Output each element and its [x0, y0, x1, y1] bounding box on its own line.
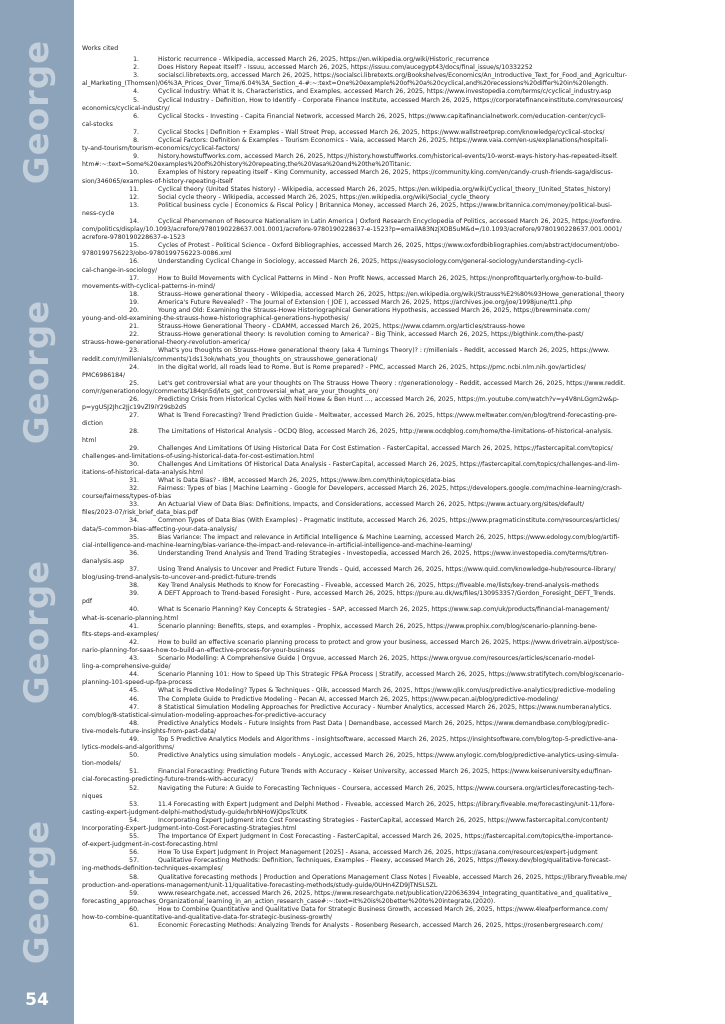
reference-continuation: casting-expert-judgment-delphi-method/study-guide/hrbNHoWjOpsTcUtK	[82, 808, 308, 816]
reference-text: The Importance Of Expert Judgment In Cost Forecasting - FasterCapital, accessed March 26, 2025, https://fastercapital.com/topics/the-importance-	[158, 833, 614, 841]
reference-continuation: 9780199756223/obo-9780199756223-0086.xml	[82, 250, 232, 258]
reference-text: In the digital world, all roads lead to Rome. But is Rome prepared? - PMC, accessed March 26, 2025, https://pmc.ncbi.nlm.nih.gov/articles/	[158, 363, 586, 371]
reference-number: 55.	[129, 833, 139, 841]
reference-number: 43.	[129, 655, 139, 663]
reference-item	[82, 56, 714, 64]
reference-number: 51.	[129, 768, 139, 776]
reference-number: 14.	[129, 217, 139, 225]
reference-continuation: data/5-common-bias-affecting-your-data-analysis/	[82, 525, 237, 533]
reference-number: 37.	[129, 566, 139, 573]
reference-text: What's you thoughts on Strauss-Howe generational theory (aka 4 Turnings Theory)? : r/millenials - Reddit, accessed March 26, 2025, https://www.	[158, 347, 610, 355]
sidebar-watermark: George	[17, 299, 57, 445]
reference-number: 28.	[129, 428, 139, 436]
reference-item	[82, 396, 714, 412]
reference-number: 49.	[129, 735, 139, 743]
reference-item	[82, 785, 714, 801]
reference-item	[82, 331, 714, 347]
reference-text: Bias Variance: The impact and relevance in Artificial Intelligence & Machine Learning, accessed March 26, 2025, https://www.edology.com/blog/artifi-	[158, 533, 620, 541]
reference-text: Cyclical Phenomenon of Resource Nationalism in Latin America | Oxford Research Encyclopedia of Politics, accessed March 26, 2025, https://oxfordre.	[158, 217, 623, 225]
reference-number: 16.	[129, 258, 139, 266]
reference-text: Strauss-Howe Generational Theory - CDAMM, accessed March 26, 2025, https://www.cdamm.org/articles/strauss-howe	[158, 323, 525, 331]
reference-text: Scenario planning: Benefits, steps, and examples - Prophix, accessed March 26, 2025, https://www.prophix.com/blog/scenario-planning-bene-	[158, 622, 598, 630]
reference-item	[82, 671, 714, 687]
reference-continuation: challenges-and-limitations-of-using-historical-data-for-cost-estimation.html	[82, 452, 314, 460]
reference-text: The Limitations of Historical Analysis - OCDQ Blog, accessed March 26, 2025, http://www.ocdqblog.com/home/the-limitations-of-historical-analysis.	[158, 428, 613, 436]
reference-continuation: what-is-scenario-planning.html	[82, 614, 179, 622]
reference-number: 25.	[129, 379, 139, 387]
reference-item	[82, 696, 714, 704]
reference-number: 56.	[129, 849, 139, 857]
reference-item	[82, 129, 714, 137]
reference-number: 10.	[129, 169, 139, 177]
reference-item	[82, 768, 714, 784]
reference-text: Strauss-Howe generational theory: Is revolution coming to America? - Big Think, accessed March 26, 2025, https://bigthink.com/the-past/	[158, 331, 584, 339]
reference-continuation: economics/cyclical-industry/	[82, 104, 170, 112]
reference-number: 45.	[129, 687, 139, 695]
reference-item	[82, 534, 714, 550]
reference-text: Top 5 Predictive Analytics Models and Algorithms - insightsoftware, accessed March 26, 2025, https://insightsoftware.com/blog/top-5-predictive-ana-	[158, 735, 618, 743]
reference-text: 8 Statistical Simulation Modeling Approaches for Predictive Accuracy - Number Analytics, accessed March 26, 2025, https://www.numberanalytics.	[158, 703, 612, 711]
reference-text: Qualitative forecasting methods | Production and Operations Management Class Notes | Fiveable, accessed March 26, 2025, https://library.fiveable.me/	[158, 873, 627, 881]
reference-number: 48.	[129, 719, 139, 727]
reference-continuation: cal-change-in-sociology/	[82, 266, 158, 274]
reference-item	[82, 186, 714, 194]
reference-text: Navigating the Future: A Guide to Forecasting Techniques - Coursera, accessed March 26, 2025, https://www.coursera.org/articles/forecasting-tech-	[158, 784, 615, 792]
reference-item	[82, 890, 714, 906]
reference-text: What is Data Bias? - IBM, accessed March 26, 2025, https://www.ibm.com/think/topics/data-bias	[158, 476, 456, 484]
reference-text: Predictive Analytics Models - Future Insights from Past Data | Demandbase, accessed March 26, 2025, https://www.demandbase.com/blog/predic-	[158, 719, 610, 727]
reference-item	[82, 307, 714, 323]
reference-item	[82, 857, 714, 873]
reference-continuation: strauss-howe-generational-theory-revolution-america/	[82, 339, 250, 347]
reference-text: Does History Repeat Itself? - Issuu, accessed March 26, 2025, https://issuu.com/aucegypt43/docs/final_issue/s/10332252	[158, 64, 533, 72]
reference-text: Common Types of Data Bias (With Examples) - Pragmatic Institute, accessed March 26, 2025, https://www.pragmaticinstitute.com/resources/articles/	[158, 517, 620, 525]
reference-text: Cyclical Industry: What It Is, Characteristics, and Examples, accessed March 26, 2025, https://www.investopedia.com/terms/c/cyclical_industry.asp	[158, 88, 612, 96]
reference-item	[82, 623, 714, 639]
reference-item	[82, 445, 714, 461]
reference-text: Cyclical theory (United States history) - Wikipedia, accessed March 26, 2025, https://en.wikipedia.org/wiki/Cyclical_theory_(United_States_history)	[158, 185, 611, 193]
reference-item	[82, 461, 714, 477]
reference-text: Challenges And Limitations Of Historical Data Analysis - FasterCapital, accessed March 26, 2025, https://fastercapital.com/topics/challenges-and-lim-	[158, 460, 620, 468]
reference-item	[82, 323, 714, 331]
reference-number: 40.	[129, 606, 139, 614]
page-number: 54	[25, 990, 49, 1010]
reference-number: 13.	[129, 201, 139, 209]
reference-item	[82, 752, 714, 768]
reference-continuation: com/blog/8-statistical-simulation-modeling-approaches-for-predictive-accuracy	[82, 711, 327, 719]
reference-text: Scenario Modelling: A Comprehensive Guide | Orgvue, accessed March 26, 2025, https://www.orgvue.com/resources/articles/scenario-model-	[158, 655, 596, 663]
reference-number: 19.	[129, 298, 139, 306]
reference-text: What Is Scenario Planning? Key Concepts & Strategies - SAP, accessed March 26, 2025, https://www.sap.com/uk/products/financial-management/	[158, 606, 609, 614]
reference-text: Scenario Planning 101: How to Speed Up This Strategic FP&A Process | Stratify, accessed March 26, 2025, https://www.stratifytech.com/blog/scenario-	[158, 671, 624, 679]
reference-item	[82, 194, 714, 202]
reference-continuation: ty-and-tourism/tourism-economics/cyclical-factors/	[82, 145, 240, 153]
reference-number: 7.	[133, 128, 139, 136]
reference-number: 32.	[129, 485, 139, 493]
reference-item	[82, 720, 714, 736]
reference-text: How to build an effective scenario planning process to protect and grow your business, accessed March 26, 2025, https://www.drivetrain.ai/post/sce-	[158, 638, 620, 646]
reference-item	[82, 242, 714, 258]
reference-number: 15.	[129, 242, 139, 250]
reference-number: 47.	[129, 703, 139, 711]
reference-item	[82, 347, 714, 363]
reference-continuation: ness-cycle	[82, 209, 115, 217]
reference-item	[82, 72, 714, 88]
reference-continuation: Incorporating-Expert-Judgment-into-Cost-Forecasting-Strategies.html	[82, 825, 297, 832]
reference-text: How to Build Movements with Cyclical Patterns in Mind - Non Profit News, accessed March 26, 2025, https://nonprofitquarterly.org/how-to-build-	[158, 274, 603, 282]
reference-text: www.researchgate.net, accessed March 26, 2025, https://www.researchgate.net/publication/220636394_Integrating_quantitative_and_qualitative_	[158, 889, 612, 897]
reference-text: Predictive Analytics using simulation models - AnyLogic, accessed March 26, 2025, https://www.anylogic.com/blog/predictive-analytics-using-simula-	[158, 752, 619, 760]
reference-number: 23.	[129, 347, 139, 355]
reference-number: 36.	[129, 549, 139, 557]
works-cited-section	[82, 45, 714, 930]
reference-continuation: files/2023-07/risk_brief_data_bias.pdf	[82, 509, 198, 517]
reference-item	[82, 477, 714, 485]
reference-item	[82, 655, 714, 671]
reference-item	[82, 639, 714, 655]
reference-continuation: com/r/generationology/comments/184qn5d/lets_get_controversial_what_are_your_thoughts_on/	[82, 387, 379, 395]
reference-text: An Actuarial View of Data Bias: Definitions, Impacts, and Considerations, accessed March 26, 2025, https://www.actuary.org/sites/default/	[158, 501, 585, 509]
reference-number: 58.	[129, 873, 139, 881]
reference-text: Let's get controversial what are your thoughts on The Strauss Howe Theory : r/generationology - Reddit, accessed March 26, 2025, https://www.reddit.	[158, 379, 626, 387]
reference-list	[82, 56, 714, 930]
reference-number: 5.	[133, 96, 139, 104]
reference-continuation: ling-a-comprehensive-guide/	[82, 663, 171, 671]
reference-item	[82, 849, 714, 857]
reference-text: Examples of history repeating itself - King Community, accessed March 26, 2025, https://community.king.com/en/candy-crush-friends-saga/discus-	[158, 169, 613, 177]
reference-item	[82, 275, 714, 291]
reference-number: 31.	[129, 476, 139, 484]
reference-item	[82, 582, 714, 590]
reference-number: 3.	[133, 72, 139, 80]
reference-number: 18.	[129, 290, 139, 298]
reference-item	[82, 258, 714, 274]
reference-number: 6.	[133, 112, 139, 120]
reference-item	[82, 364, 714, 380]
reference-number: 54.	[129, 816, 139, 824]
reference-number: 57.	[129, 857, 139, 865]
reference-number: 53.	[129, 800, 139, 808]
reference-continuation: sion/346065/examples-of-history-repeating-itself	[82, 177, 233, 185]
reference-number: 35.	[129, 533, 139, 541]
reference-text: Cyclical Stocks | Definition + Examples - Wall Street Prep, accessed March 26, 2025, https://www.wallstreetprep.com/knowledge/cyclical-stocks/	[158, 128, 605, 136]
reference-item	[82, 874, 714, 890]
reference-text: Historic recurrence - Wikipedia, accessed March 26, 2025, https://en.wikipedia.org/wiki/Historic_recurrence	[158, 56, 490, 64]
reference-number: 42.	[129, 638, 139, 646]
reference-continuation: nario-planning-for-saas-how-to-build-an-effective-process-for-your-business	[82, 646, 315, 654]
reference-item	[82, 687, 714, 695]
reference-text: Using Trend Analysis to Uncover and Predict Future Trends - Quid, accessed March 26, 2025, https://www.quid.com/knowledge-hub/resource-library/	[158, 566, 616, 573]
reference-continuation: ing-methods-definition-techniques-examples/	[82, 865, 223, 873]
reference-continuation: of-expert-judgment-in-cost-forecasting.html	[82, 841, 218, 849]
reference-text: Incorporating Expert Judgment into Cost Forecasting Strategies - FasterCapital, accessed March 26, 2025, https://www.fastercapital.com/content/	[158, 816, 609, 824]
reference-number: 12.	[129, 193, 139, 201]
reference-text: history.howstuffworks.com, accessed March 26, 2025, https://history.howstuffworks.com/historical-events/10-worst-ways-history-has-repeated-itself.	[158, 153, 618, 161]
reference-item	[82, 428, 714, 444]
reference-number: 1.	[133, 56, 139, 64]
reference-continuation: niques	[82, 792, 103, 800]
reference-number: 9.	[133, 153, 139, 161]
reference-item	[82, 704, 714, 720]
reference-item	[82, 64, 714, 72]
reference-continuation: diction	[82, 420, 103, 428]
reference-text: How to Combine Quantitative and Qualitative Data for Strategic Business Growth, accessed March 26, 2025, https://www.4leafperformance.com/	[158, 905, 608, 913]
reference-number: 33.	[129, 501, 139, 509]
reference-text: Cyclical Industry - Definition, How to Identify - Corporate Finance Institute, accessed March 26, 2025, https://corporatefinanceinstitute.com/resources/	[158, 96, 624, 104]
reference-item	[82, 590, 714, 606]
reference-item	[82, 202, 714, 218]
reference-item	[82, 137, 714, 153]
reference-continuation: PMC6986184/	[82, 371, 126, 379]
reference-text: How To Use Expert Judgment In Project Management [2025] - Asana, accessed March 26, 2025, https://asana.com/resources/expert-judgment	[158, 849, 598, 857]
reference-continuation: production-and-operations-management/unit-11/qualitative-forecasting-methods/study-guide/0UHn4ZD9JTNSLSZL	[82, 881, 438, 889]
reference-number: 44.	[129, 671, 139, 679]
reference-item	[82, 906, 714, 922]
reference-number: 8.	[133, 137, 139, 145]
reference-text: Understanding Cyclical Change in Sociology, accessed March 26, 2025, https://easysociology.com/general-sociology/understanding-cycli-	[158, 258, 584, 266]
sidebar-band	[0, 0, 74, 1024]
reference-text: Key Trend Analysis Methods to Know for Forecasting - Fiveable, accessed March 26, 2025, https://fiveable.me/lists/key-trend-analysis-methods	[158, 582, 599, 590]
reference-item	[82, 153, 714, 169]
reference-text: Economic Forecasting Methods: Analyzing Trends for Analysts - Rosenberg Research, accessed March 26, 2025, https://rosenbergresearch.com/	[158, 922, 603, 930]
reference-text: A DEFT Approach to Trend-based Foresight - Pure, accessed March 26, 2025, https://pure.au.dk/ws/files/130953357/Gordon_Foresight_DEFT_Trends.	[158, 590, 616, 598]
reference-number: 4.	[133, 88, 139, 96]
reference-text: Predicting Crisis from Historical Cycles with Neil Howe & Ben Hunt ..., accessed March 26, 2025, https://m.youtube.com/watch?v=y4V8nLGgm2w&p-	[158, 396, 619, 404]
reference-number: 26.	[129, 396, 139, 404]
reference-item	[82, 97, 714, 113]
reference-item	[82, 833, 714, 849]
reference-item	[82, 517, 714, 533]
reference-text: Social cycle theory - Wikipedia, accessed March 26, 2025, https://en.wikipedia.org/wiki/Social_cycle_theory	[158, 193, 490, 201]
reference-number: 2.	[133, 64, 139, 72]
reference-continuation: planning-101-speed-up-fpa-process	[82, 679, 193, 687]
reference-number: 27.	[129, 412, 139, 420]
reference-text: Understanding Trend Analysis and Trend Trading Strategies - Investopedia, accessed March 26, 2025, https://www.investopedia.com/terms/t/tren-	[158, 549, 609, 557]
reference-continuation: danalysis.asp	[82, 557, 124, 565]
reference-continuation: cal-stocks	[82, 120, 113, 128]
reference-item	[82, 299, 714, 307]
reference-text: 11.4 Forecasting with Expert Judgment and Delphi Method - Fiveable, accessed March 26, 2025, https://library.fiveable.me/forecasting/unit-11/fore-	[158, 800, 615, 808]
reference-number: 34.	[129, 517, 139, 525]
reference-continuation: lytics-models-and-algorithms/	[82, 744, 175, 752]
reference-continuation: movements-with-cyclical-patterns-in-mind/	[82, 282, 216, 290]
reference-item	[82, 380, 714, 396]
reference-number: 38.	[129, 582, 139, 590]
reference-number: 11.	[129, 185, 139, 193]
reference-number: 39.	[129, 590, 139, 598]
section-heading: Works cited	[82, 45, 119, 52]
reference-text: Challenges And Limitations Of Using Historical Data For Cost Estimation - FasterCapital, accessed March 26, 2025, https://fastercapital.com/topics/	[158, 444, 613, 452]
reference-number: 22.	[129, 331, 139, 339]
reference-item	[82, 736, 714, 752]
reference-continuation: reddit.com/r/millenials/comments/1ds13ok/whats_you_thoughts_on_strausshowe_generational/	[82, 355, 378, 363]
reference-number: 17.	[129, 274, 139, 282]
reference-text: Young and Old: Examining the Strauss-Howe Historiographical Generations Hypothesis, accessed March 26, 2025, https://brewminate.com/	[158, 307, 590, 314]
reference-continuation: tive-models-future-insights-from-past-data/	[82, 727, 217, 735]
reference-text: America's Future Revealed? - The Journal of Extension ( JOE ), accessed March 26, 2025, https://archives.joe.org/joe/1998june/tt1.php	[158, 298, 573, 306]
reference-number: 30.	[129, 460, 139, 468]
reference-continuation: pdf	[82, 598, 93, 606]
reference-number: 52.	[129, 784, 139, 792]
reference-continuation: tion-models/	[82, 760, 121, 768]
reference-continuation: html	[82, 436, 97, 444]
reference-item	[82, 218, 714, 242]
reference-continuation: p=ygUSJ2Jhc2Jjc19vZl9iY29sb2d5	[82, 404, 187, 412]
reference-item	[82, 501, 714, 517]
reference-item	[82, 566, 714, 582]
reference-item	[82, 113, 714, 129]
reference-text: Financial Forecasting: Predicting Future Trends with Accuracy - Keiser University, accessed March 26, 2025, https://www.keiseruniversity.edu/finan-	[158, 768, 613, 776]
reference-number: 50.	[129, 752, 139, 760]
reference-item	[82, 801, 714, 817]
reference-continuation: cial-forecasting-predicting-future-trends-with-accuracy/	[82, 776, 254, 784]
reference-number: 41.	[129, 622, 139, 630]
reference-text: What Is Trend Forecasting? Trend Prediction Guide - Meltwater, accessed March 26, 2025, https://www.meltwater.com/en/blog/trend-forecasting-pre-	[158, 412, 618, 420]
reference-text: Cyclical Stocks - Investing - Capita Financial Network, accessed March 26, 2025, https://www.capitafinancialnetwork.com/education-center/cycli-	[158, 112, 606, 120]
reference-text: Political business cycle | Economics & Fiscal Policy | Britannica Money, accessed March 26, 2025, https://www.britannica.com/money/political-busi-	[158, 201, 613, 209]
reference-continuation: cial-intelligence-and-machine-learning/bias-variance-the-impact-and-relevance-in-artificial-intelligence-and-machine-learning/	[82, 541, 473, 549]
reference-text: Fairness: Types of bias | Machine Learning - Google for Developers, accessed March 26, 2025, https://developers.google.com/machine-learning/crash-	[158, 485, 623, 493]
reference-number: 21.	[129, 323, 139, 331]
reference-text: Cycles of Protest - Political Science - Oxford Bibliographies, accessed March 26, 2025, https://www.oxfordbibliographies.com/abstract/document/obo-	[158, 242, 620, 250]
reference-text: Cyclical Factors: Definition & Examples - Tourism Economics - Vaia, accessed March 26, 2025, https://www.vaia.com/en-us/explanations/hospitali-	[158, 137, 609, 145]
reference-item	[82, 550, 714, 566]
reference-continuation: course/fairness/types-of-bias	[82, 493, 172, 501]
reference-item	[82, 169, 714, 185]
reference-continuation: young-and-old-examining-the-strauss-howe-historiographical-generations-hypothesis/	[82, 315, 349, 323]
reference-continuation: com/politics/display/10.1093/acrefore/9780190228637.001.0001/acrefore-9780190228637-e-1523?p=emailA83NzjXOBSuM&d=/10.1093/acrefore/9780190228637.001.0001/ acrefore-9780190228637-e-1523	[82, 226, 622, 242]
reference-number: 46.	[129, 695, 139, 703]
reference-continuation: blog/using-trend-analysis-to-uncover-and-predict-future-trends	[82, 574, 277, 582]
reference-item	[82, 817, 714, 833]
reference-text: socialsci.libretexts.org, accessed March 26, 2025, https://socialsci.libretexts.org/Bookshelves/Economics/An_Introductive_Text_for_Food_and_Agricultur-	[158, 72, 627, 80]
reference-item	[82, 291, 714, 299]
reference-text: Strauss–Howe generational theory - Wikipedia, accessed March 26, 2025, https://en.wikipedia.org/wiki/Strauss%E2%80%93Howe_generational_theory	[158, 290, 625, 298]
reference-continuation: htm#:~:text=Some%20examples%20of%20history%20repeating,the%20Vasa%20and%20the%20Titanic.	[82, 161, 412, 169]
reference-continuation: itations-of-historical-data-analysis.html	[82, 468, 203, 476]
sidebar-watermark: George	[17, 559, 57, 705]
reference-number: 24.	[129, 363, 139, 371]
reference-continuation: forecasting_approaches_Organizational_learning_in_an_action_research_case#:~:text=It%20is%20better%20to%20integrate,(2020).	[82, 897, 496, 905]
reference-continuation: al_Marketing_(Thomsen)/06%3A_Prices_Over_Time/6.04%3A_Section_4-#:~:text=One%20example%20of%20a%20cyclical,and%20recessions%20differ%20in%20length.	[82, 80, 609, 88]
reference-item	[82, 485, 714, 501]
reference-continuation: fits-steps-and-examples/	[82, 630, 159, 638]
reference-number: 61.	[129, 922, 139, 930]
sidebar-watermark: George	[17, 39, 57, 185]
reference-number: 20.	[129, 307, 139, 314]
reference-text: Qualitative Forecasting Methods: Definition, Techniques, Examples - Fleexy, accessed March 26, 2025, https://fleexy.dev/blog/qualitative-forecast-	[158, 857, 611, 865]
reference-item	[82, 88, 714, 96]
reference-number: 60.	[129, 905, 139, 913]
reference-number: 29.	[129, 444, 139, 452]
sidebar-watermark: George	[17, 819, 57, 965]
reference-text: The Complete Guide to Predictive Modeling - Pecan AI, accessed March 26, 2025, https://www.pecan.ai/blog/predictive-modeling/	[158, 695, 559, 703]
reference-text: What is Predictive Modeling? Types & Techniques - Qlik, accessed March 26, 2025, https://www.qlik.com/us/predictive-analytics/predictive-modeling	[158, 687, 616, 695]
reference-item	[82, 606, 714, 622]
reference-number: 59.	[129, 889, 139, 897]
reference-continuation: how-to-combine-quantitative-and-qualitative-data-for-strategic-business-growth/	[82, 914, 332, 922]
reference-item	[82, 922, 714, 930]
reference-item	[82, 412, 714, 428]
